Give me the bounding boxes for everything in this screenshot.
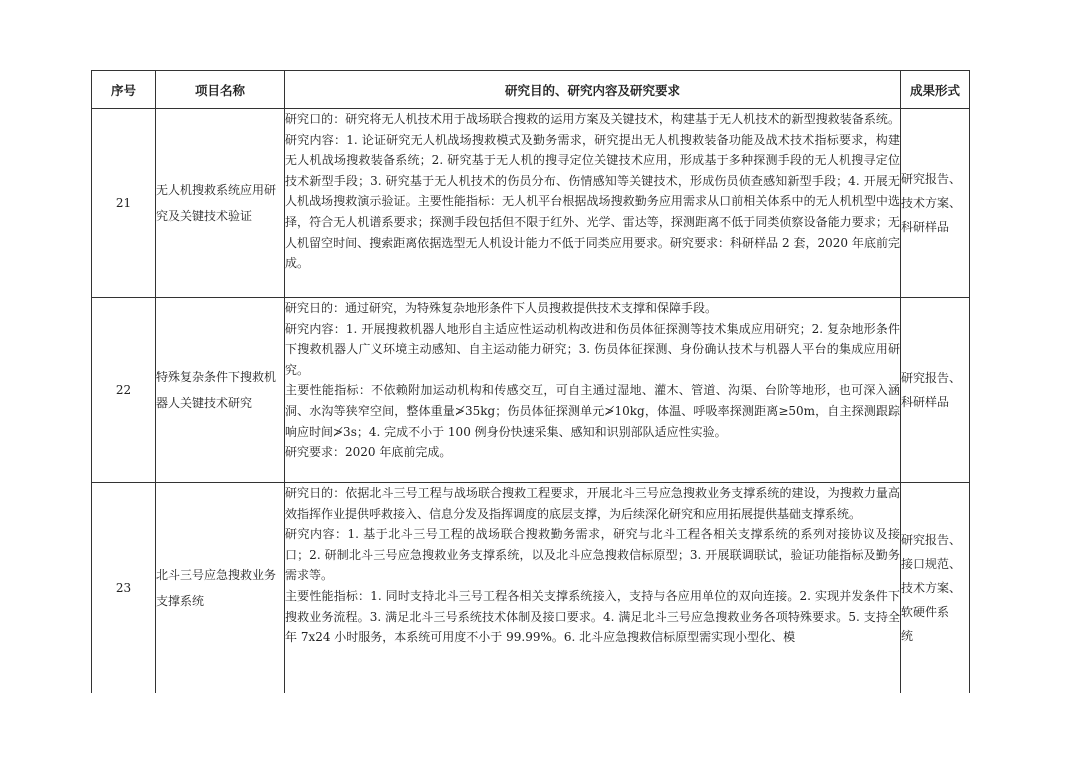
content-paragraph: 研究日的：通过研究，为特殊复杂地形条件下人员搜救提供技术支撑和保障手段。 [285,301,718,315]
result-line: 研究报告、 [901,533,962,547]
content-paragraph: 主要性能指标：不依赖附加运动机构和传感交互，可自主通过湿地、灌木、管道、沟渠、台阶等地形，也可深入涵洞、水沟等狭窄空间，整体重量≯35kg；伤员体征探测单元≯10kg，体温、呼吸率探测距离≥50m，自主探测跟踪响应时间≯3s；4. 完成不小于 100 例身份快速采集、感知和识别部队适应性实验。 [285,383,900,439]
content-paragraph: 研究内容：1. 基于北斗三号工程的战场联合搜救勤务需求，研究与北斗工程各相关支撑系统的系列对接协议及接口；2. 研制北斗三号应急搜救业务支撑系统，以及北斗应急搜救信标原型；3. 开展联调联试，验证功能指标及勤务需求等。 [285,527,900,583]
header-result: 成果形式 [901,71,970,109]
result-line: 科研样品 [901,220,950,234]
row-name: 北斗三号应急搜救业务支撑系统 [156,483,285,694]
content-paragraph: 研究日的：依据北斗三号工程与战场联合搜救工程要求，开展北斗三号应急搜救业务支撑系统的建设，为搜救力量高效指挥作业提供呼救接入、信息分发及指挥调度的底层支撑，为后续深化研究和应用拓展提供基础支撑系统。 [285,486,900,521]
header-seq: 序号 [92,71,156,109]
row-content [285,298,901,483]
table-row [92,109,970,298]
table-row [92,483,970,694]
row-result [901,483,970,694]
result-line: 研究报告、 [901,172,962,186]
result-line: 接口规范、 [901,557,962,571]
content-paragraph: 研究口的：研究将无人机技术用于战场联合搜救的运用方案及关键技术，构建基于无人机技术的新型搜救装备系统。研究内容：1. 论证研究无人机战场搜救模式及勤务需求，研究提出无人机搜救装备功能及战术技术指标要求，构建无人机战场搜救装备系统；2. 研究基于无人机的搜寻定位关键技术应用，形成基于多种探测手段的无人机搜寻定位技术新型手段；3. 研究基于无人机技术的伤员分布、伤情感知等关键技术，形成伤员侦查感知新型手段；4. 开展无人机战场搜救演示验证。主要性能指标：无人机平台根据战场搜救勤务应用需求从口前相关体系中的无人机机型中选择，符合无人机谱系要求；探测手段包括但不限于红外、光学、雷达等，探测距离不低于同类侦察设备能力要求；无人机留空时间、搜索距离依据选型无人机设计能力不低于同类应用要求。研究要求：科研样品 2 套，2020 年底前完成。 [285,112,900,271]
result-line: 统 [901,629,914,643]
row-result [901,298,970,483]
table-row [92,298,970,483]
content-clip [285,483,900,691]
row-result [901,109,970,298]
row-name: 特殊复杂条件下搜救机器人关键技术研究 [156,298,285,483]
row-seq: 23 [92,483,156,694]
result-line: 科研样品 [901,395,950,409]
header-name: 项目名称 [156,71,285,109]
result-line: 研究报告、 [901,371,962,385]
project-table [91,70,970,693]
row-name: 无人机搜救系统应用研究及关键技术验证 [156,109,285,298]
result-line: 技术方案、 [901,581,962,595]
row-seq: 21 [92,109,156,298]
content-paragraph: 研究要求：2020 年底前完成。 [285,445,452,460]
row-content [285,109,901,298]
result-line: 软硬件系 [901,605,950,619]
content-paragraph: 主要性能指标：1. 同时支持北斗三号工程各相关支撑系统接入，支持与各应用单位的双向连接。2. 实现并发条件下搜救业务流程。3. 满足北斗三号系统技术体制及接口要求。4. 满足北斗三号应急搜救业务各项特殊要求。5. 支持全年 7x24 小时服务，本系统可用度不小于 99.99%。6. 北斗应急搜救信标原型需实现小型化、模 [285,588,900,645]
result-line: 技术方案、 [901,196,962,210]
content-paragraph: 研究内容：1. 开展搜救机器人地形自主适应性运动机构改进和伤员体征探测等技术集成应用研究；2. 复杂地形条件下搜救机器人广义环境主动感知、自主运动能力研究；3. 伤员体征探测、身份确认技术与机器人平台的集成应用研究。 [285,321,900,377]
row-seq: 22 [92,298,156,483]
header-content: 研究目的、研究内容及研究要求 [285,71,901,109]
header-row [92,71,970,109]
row-content [285,483,901,694]
